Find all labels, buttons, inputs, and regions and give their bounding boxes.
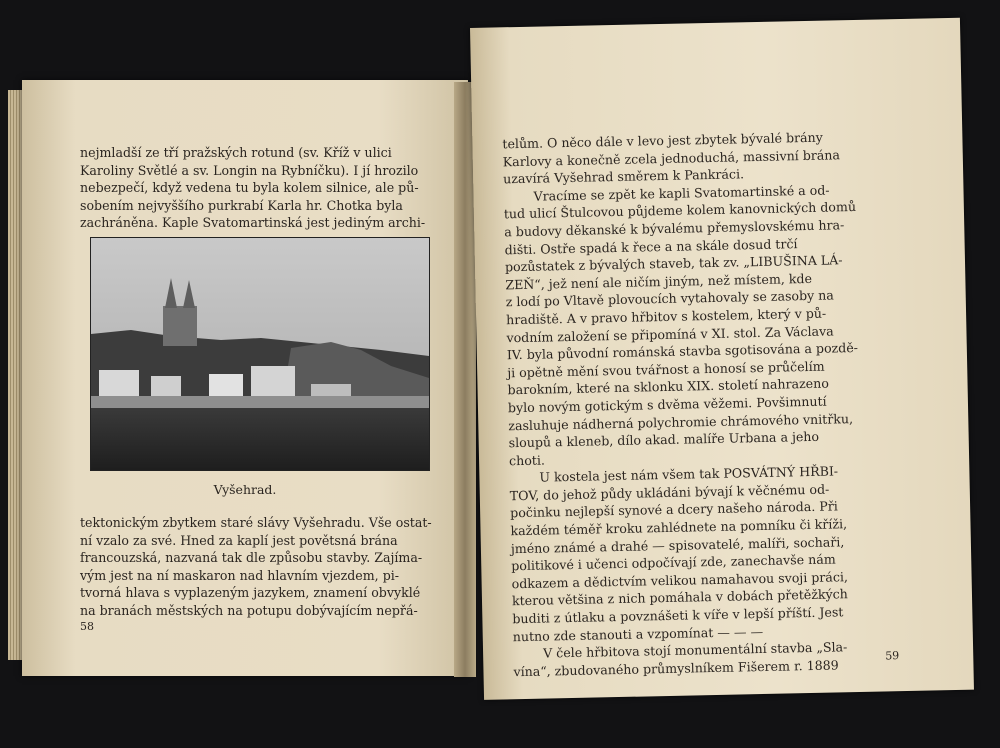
text-line: telům. O něco dále v levo jest zbytek bývalé brány: [502, 129, 823, 152]
text-line: počinku nejlepší synové a dcery našeho národa. Při: [510, 498, 838, 521]
text-line: U kostela jest nám všem tak POSVÁTNÝ HŘBI-: [539, 463, 839, 485]
text-line: nutno zde stanouti a vzpomínat — — —: [512, 623, 764, 644]
text-line: ZEŇ“, jež není ale ničím jiným, než místem, kde: [505, 270, 813, 293]
text-line: dišti. Ostře spadá k řece a na skále dosud trčí: [504, 235, 798, 257]
text-line: vodním založení se připomíná v XI. stol. Za Václava: [506, 322, 834, 345]
left-page: [22, 80, 468, 676]
text-line: pozůstatek z bývalých staveb, tak zv. „LIBUŠINA LÁ-: [504, 252, 843, 275]
text-line: ji opětně mění svou tvářnost a honosí se průčelím: [507, 358, 825, 381]
vysehrad-photo: [90, 237, 430, 471]
text-line: politikové i učenci odpočívají zde, zanechavše nám: [511, 551, 836, 574]
text-line: každém téměř kroku zahlédnete na pomníku či kříži,: [510, 516, 848, 539]
text-line: nebezpečí, když vedena tu byla kolem silnice, ale pů-: [80, 180, 419, 196]
text-line: buditi z útlaku a povznášeti k víře v lepší příští. Jest: [512, 604, 844, 627]
text-line: odkazem a dědictvím velikou namahavou svoji práci,: [511, 569, 849, 592]
text-line: V čele hřbitova stojí monumentální stavba „Sla-: [542, 639, 848, 661]
left-text-bottom: [80, 514, 432, 620]
text-line: na branách městských na potupu dobývajícím nepřá-: [80, 602, 418, 618]
text-line: barokním, které na sklonku XIX. století nahrazeno: [507, 375, 830, 398]
text-line: francouzská, nazvaná tak dle způsobu stavby. Zajíma-: [80, 550, 423, 566]
text-line: kterou většina z nich pomáhala v dobách přetěžkých: [511, 586, 849, 609]
text-line: IV. byla původní románská stavba sgotisována a pozdě-: [506, 340, 859, 363]
text-line: TOV, do jehož půdy ukládáni bývají k věčnému od-: [509, 481, 830, 504]
text-line: ní vzalo za své. Hned za kaplí jest povětsná brána: [80, 532, 398, 548]
text-line: nejmladší ze tří pražských rotund (sv. Kříž v ulici: [80, 145, 392, 160]
text-line: vína“, zbudovaného průmyslníkem Fišerem r. 1889: [513, 657, 839, 680]
text-line: a budovy děkanské k bývalému přemyslovskému hra-: [504, 217, 845, 240]
text-line: tud ulicí Štulcovou půjdeme kolem kanovnických domů: [503, 199, 857, 222]
text-line: tvorná hlava s vyplazeným jazykem, znamení obvyklé: [80, 585, 421, 601]
text-line: z lodí po Vltavě plovoucích vytahovaly se zasoby na: [505, 287, 834, 310]
text-line: hradiště. A v pravo hřbitov s kostelem, který v pů-: [505, 305, 827, 328]
text-line: sobením nejvyššího purkrabí Karla hr. Chotka byla: [80, 197, 403, 213]
right-page: [470, 18, 974, 700]
text-line: choti.: [508, 452, 546, 468]
vysehrad-photo-icon: [91, 238, 429, 470]
right-text: [502, 127, 925, 681]
text-line: Karoliny Světlé a sv. Longin na Rybníčku). I jí hrozilo: [80, 162, 419, 178]
text-line: vým jest na ní maskaron nad hlavním vjezdem, pi-: [80, 567, 400, 583]
text-line: Vracíme se zpět ke kapli Svatomartinské a od-: [533, 182, 830, 204]
text-line: tektonickým zbytkem staré slávy Vyšehradu. Vše ostat-: [80, 515, 432, 530]
text-line: sloupů a kleneb, dílo akad. malíře Urbana a jeho: [508, 428, 820, 451]
photo-caption: Vyšehrad.: [213, 482, 277, 497]
text-line: zasluhuje nádherná polychromie chrámového vnitřku,: [508, 410, 854, 433]
page-number-left: 58: [80, 620, 94, 633]
text-line: uzavírá Vyšehrad směrem k Pankráci.: [503, 166, 745, 187]
text-line: jméno známé a drahé — spisovatelé, malíři, sochaři,: [510, 533, 845, 556]
page-number-right: 59: [885, 649, 900, 663]
left-text-top: [80, 144, 432, 232]
text-line: bylo novým gotickým s dvěma věžemi. Povšimnutí: [507, 393, 827, 416]
text-line: Karlovy a konečně zcela jednoduchá, massivní brána: [502, 146, 841, 169]
text-line: zachráněna. Kaple Svatomartinská jest jediným archi-: [80, 215, 426, 231]
